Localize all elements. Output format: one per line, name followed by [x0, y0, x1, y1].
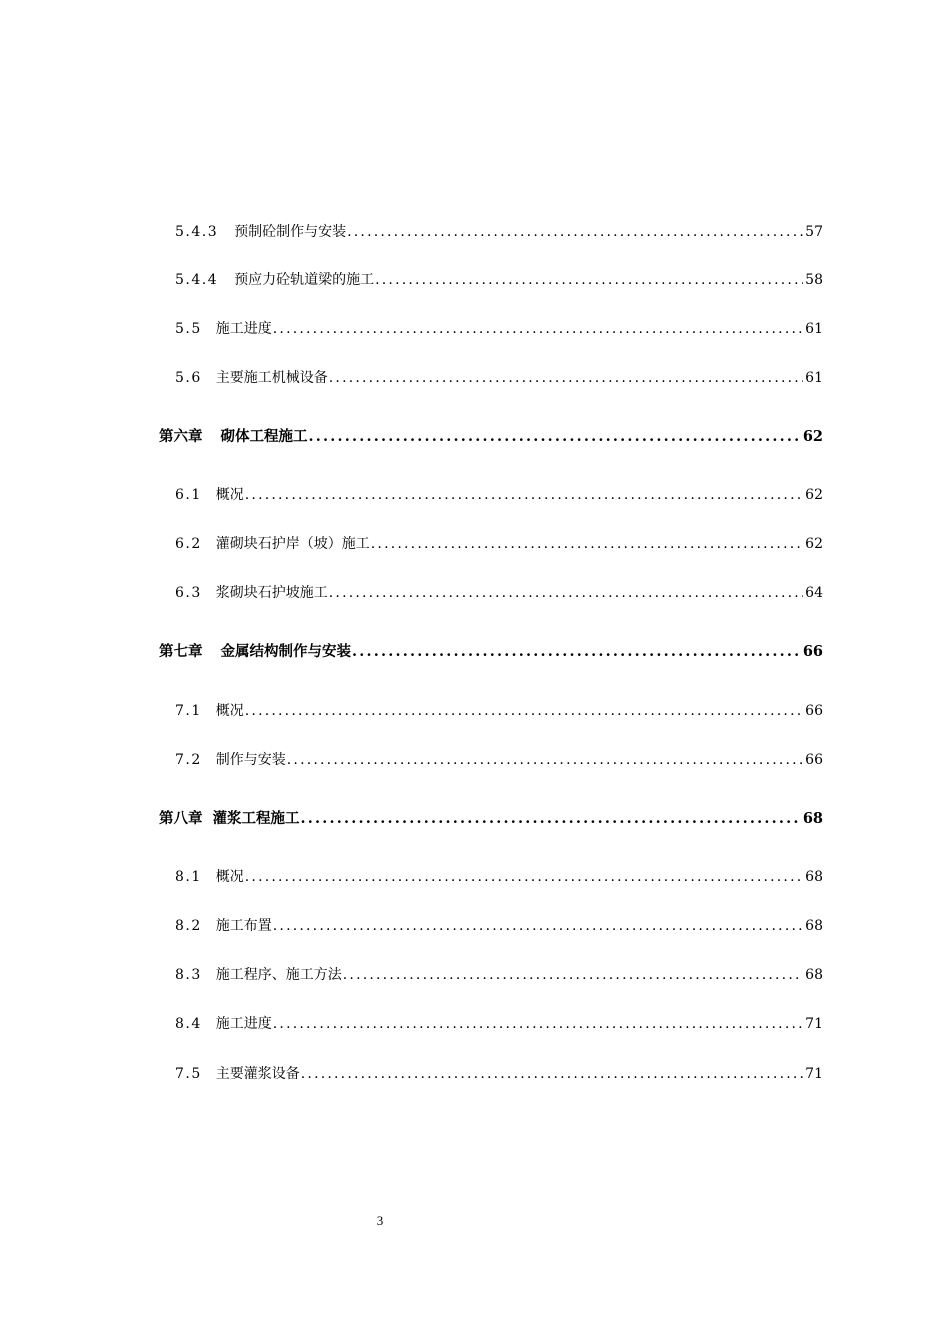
- toc-entry[interactable]: [175, 701, 823, 721]
- toc-dot-leader: [371, 534, 803, 554]
- toc-entry-title: 预制砼制作与安装: [234, 224, 347, 240]
- toc-entry-number: 6.2: [175, 536, 202, 552]
- toc-entry-number: 8.2: [175, 918, 202, 934]
- toc-dot-leader: [301, 1064, 803, 1084]
- toc-dot-leader: [352, 642, 801, 662]
- toc-entry-number: 8.4: [175, 1016, 202, 1032]
- toc-entry-number: 8.1: [175, 869, 202, 885]
- toc-entry-page: 62: [805, 487, 823, 503]
- toc-entry[interactable]: [175, 368, 823, 388]
- toc-chapter-number: 第八章: [159, 810, 203, 827]
- toc-entry-title: 概况: [215, 703, 244, 719]
- toc-entry-page: 66: [805, 703, 823, 719]
- toc-entry-number: 7.2: [175, 752, 202, 768]
- toc-entry-page: 71: [805, 1016, 823, 1032]
- toc-chapter-entry[interactable]: [159, 642, 823, 662]
- toc-dot-leader: [343, 965, 803, 985]
- toc-entry[interactable]: [175, 1014, 823, 1034]
- toc-entry-title: 灌砌块石护岸（坡）施工: [215, 536, 370, 552]
- toc-entry-page: 62: [802, 428, 823, 445]
- toc-entry-title: 浆砌块石护坡施工: [215, 585, 328, 601]
- toc-entry-page: 68: [805, 967, 823, 983]
- toc-entry-number: 8.3: [175, 967, 202, 983]
- toc-chapter-title: 砌体工程施工: [220, 428, 308, 445]
- toc-dot-leader: [245, 701, 803, 721]
- toc-entry-title: 施工布置: [215, 918, 272, 934]
- toc-entry-page: 71: [805, 1066, 823, 1082]
- toc-entry-number: 6.3: [175, 585, 202, 601]
- toc-entry-title: 制作与安装: [215, 752, 286, 768]
- toc-entry-page: 68: [802, 810, 823, 827]
- toc-entry-number: 5.6: [175, 370, 202, 386]
- page-number: 3: [376, 1213, 384, 1228]
- toc-chapter-number: 第六章: [159, 428, 203, 445]
- toc-dot-leader: [375, 270, 803, 290]
- toc-entry[interactable]: [175, 916, 823, 936]
- toc-entry[interactable]: [175, 750, 823, 770]
- toc-dot-leader: [273, 916, 803, 936]
- toc-entry[interactable]: [175, 583, 823, 603]
- toc-entry[interactable]: [175, 534, 823, 554]
- toc-entry[interactable]: [175, 485, 823, 505]
- toc-entry-page: 58: [805, 272, 823, 288]
- toc-dot-leader: [309, 427, 801, 447]
- toc-entry-page: 57: [805, 224, 823, 240]
- toc-entry-title: 施工程序、施工方法: [215, 967, 342, 983]
- toc-dot-leader: [273, 319, 803, 339]
- toc-entry-page: 61: [805, 321, 823, 337]
- toc-chapter-entry[interactable]: [159, 809, 823, 829]
- toc-entry-page: 66: [805, 752, 823, 768]
- toc-entry-number: 7.1: [175, 703, 202, 719]
- toc-dot-leader: [329, 583, 803, 603]
- toc-entry-page: 66: [802, 643, 823, 660]
- toc-entry-number: 6.1: [175, 487, 202, 503]
- toc-dot-leader: [301, 809, 801, 829]
- toc-dot-leader: [273, 1014, 803, 1034]
- toc-dot-leader: [245, 485, 803, 505]
- toc-entry-title: 主要灌浆设备: [215, 1066, 300, 1082]
- toc-entry[interactable]: [175, 270, 823, 290]
- toc-entry-number: 5.4.3: [175, 224, 219, 240]
- toc-dot-leader: [347, 222, 803, 242]
- toc-entry[interactable]: [175, 222, 823, 242]
- toc-entry-page: 61: [805, 370, 823, 386]
- toc-entry-page: 68: [805, 918, 823, 934]
- toc-entry[interactable]: [175, 867, 823, 887]
- toc-entry-page: 68: [805, 869, 823, 885]
- toc-entry-title: 概况: [215, 869, 244, 885]
- toc-dot-leader: [287, 750, 803, 770]
- toc-entry-title: 主要施工机械设备: [215, 370, 328, 386]
- toc-entry-number: 5.4.4: [175, 272, 219, 288]
- toc-entry-title: 概况: [215, 487, 244, 503]
- toc-entry-title: 施工进度: [215, 321, 272, 337]
- toc-entry[interactable]: [175, 319, 823, 339]
- toc-entry[interactable]: [175, 965, 823, 985]
- toc-entry-number: 7.5: [175, 1066, 202, 1082]
- toc-entry-title: 施工进度: [215, 1016, 272, 1032]
- toc-chapter-number: 第七章: [159, 643, 203, 660]
- toc-chapter-title: 金属结构制作与安装: [220, 643, 351, 660]
- toc-dot-leader: [245, 867, 803, 887]
- toc-dot-leader: [329, 368, 803, 388]
- toc-chapter-title: 灌浆工程施工: [212, 810, 300, 827]
- toc-entry[interactable]: [175, 1064, 823, 1084]
- toc-entry-page: 62: [805, 536, 823, 552]
- toc-chapter-entry[interactable]: [159, 427, 823, 447]
- toc-entry-title: 预应力砼轨道梁的施工: [234, 272, 375, 288]
- toc-entry-page: 64: [805, 585, 823, 601]
- toc-entry-number: 5.5: [175, 321, 202, 337]
